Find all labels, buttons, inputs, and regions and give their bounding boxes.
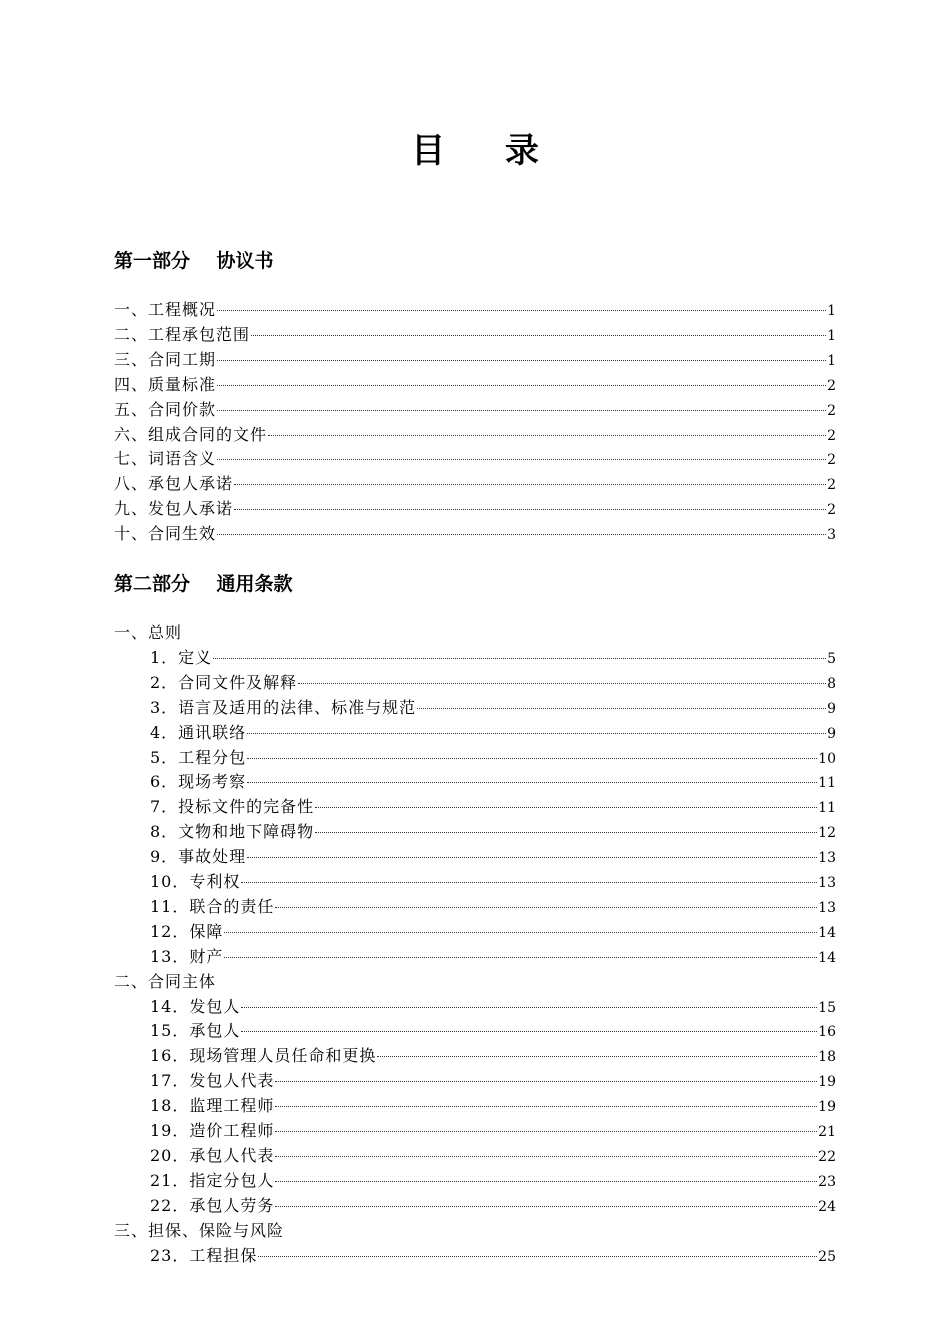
toc-entry[interactable] [150,795,836,819]
toc-page-number: 11 [818,775,836,792]
toc-entry[interactable] [150,945,836,969]
toc-entry[interactable] [150,1044,836,1068]
toc-entry-label: 七、词语含义 [114,449,217,469]
toc-entry-label: 19．造价工程师 [150,1121,275,1140]
page-title: 目 录 [411,131,563,171]
toc-entry[interactable] [114,472,836,496]
toc-entry[interactable] [114,373,836,397]
dot-leader [258,1256,817,1257]
toc-entry-label: 一、工程概况 [114,300,217,319]
dot-leader [217,385,826,386]
toc-entry[interactable] [150,1144,836,1168]
section-heading: 第二部分 通用条款 [114,573,293,595]
toc-page-number: 19 [818,1074,836,1091]
toc-group-heading: 一、总则 [114,623,183,642]
toc-page-number: 2 [827,502,836,519]
toc-entry[interactable] [114,447,836,471]
toc-page-number: 13 [818,875,836,891]
toc-page-number: 14 [818,949,836,966]
toc-page-number: 1 [827,303,836,319]
toc-page-number: 25 [818,1248,836,1265]
toc-entry[interactable] [150,646,836,670]
toc-entry[interactable] [114,522,836,546]
toc-entry[interactable] [150,1019,836,1043]
toc-entry-label: 九、发包人承诺 [114,499,234,519]
dot-leader [217,310,826,311]
dot-leader [217,360,826,361]
dot-leader [275,1181,817,1182]
toc-entry[interactable] [150,1194,836,1218]
toc-entry[interactable] [150,1069,836,1093]
toc-entry[interactable] [150,1119,836,1143]
toc-entry[interactable] [150,895,836,919]
toc-page-number: 23 [818,1173,836,1190]
toc-entry[interactable] [150,870,836,894]
toc-entry[interactable] [150,721,836,745]
toc-page-number: 13 [818,899,836,916]
dot-leader [268,435,826,436]
toc-group-heading: 二、合同主体 [114,971,217,991]
toc-page-number: 10 [818,750,836,767]
dot-leader [234,484,826,485]
toc-entry[interactable] [114,298,836,322]
dot-leader [217,410,826,411]
toc-entry[interactable] [150,671,836,695]
toc-entry-label: 14．发包人 [150,996,241,1016]
toc-page-number: 14 [818,924,836,941]
dot-leader [275,1156,817,1157]
toc-page-number: 18 [818,1049,836,1066]
toc-entry-label: 6．现场考察 [150,772,247,792]
toc-page-number: 16 [818,1024,836,1041]
toc-page-number: 2 [827,452,836,469]
dot-leader [247,733,826,734]
dot-leader [247,857,817,858]
dot-leader [275,907,817,908]
toc-page-number: 1 [827,352,836,369]
toc-entry-label: 11．联合的责任 [150,896,275,916]
dot-leader [247,782,817,783]
toc-page-number: 15 [818,999,836,1016]
toc-entry-label: 2．合同文件及解释 [150,672,298,692]
dot-leader [275,1131,817,1132]
toc-group-heading: 三、担保、保险与风险 [114,1220,285,1240]
dot-leader [241,1031,817,1032]
toc-page-number: 3 [827,527,836,544]
toc-page-number: 21 [818,1124,836,1140]
toc-page-number: 8 [827,675,836,692]
dot-leader [315,832,817,833]
toc-entry[interactable] [114,398,836,422]
toc-page-number: 2 [827,402,836,419]
dot-leader [377,1056,817,1057]
dot-leader [275,1106,817,1107]
toc-entry-label: 8．文物和地下障碍物 [150,822,315,842]
toc-entry-label: 13．财产 [150,946,224,966]
dot-leader [275,1081,817,1082]
toc-page-number: 9 [827,700,836,717]
toc-entry[interactable] [150,1169,836,1193]
toc-entry[interactable] [150,746,836,770]
toc-entry[interactable] [150,696,836,720]
dot-leader [213,658,826,659]
toc-entry[interactable] [150,770,836,794]
toc-entry-label: 4．通讯联络 [150,722,247,742]
dot-leader [224,932,817,933]
toc-entry-label: 十、合同生效 [114,524,217,544]
toc-entry[interactable] [114,323,836,347]
toc-page-number: 1 [827,327,836,344]
toc-page-number: 2 [827,377,836,394]
dot-leader [417,708,826,709]
toc-entry-label: 16．现场管理人员任命和更换 [150,1046,377,1066]
toc-entry-label: 六、组成合同的文件 [114,424,268,444]
dot-leader [217,459,826,460]
toc-page-number: 9 [827,725,836,742]
toc-entry-label: 12．保障 [150,921,224,941]
toc-entry-label: 1．定义 [150,647,213,667]
toc-entry-label: 五、合同价款 [114,399,217,419]
toc-entry-label: 八、承包人承诺 [114,474,234,494]
toc-entry-label: 5．工程分包 [150,747,247,767]
toc-entry-label: 9．事故处理 [150,847,247,867]
toc-entry-label: 10．专利权 [150,872,241,891]
toc-entry-label: 二、工程承包范围 [114,324,251,344]
toc-entry-label: 3．语言及适用的法律、标准与规范 [150,697,417,717]
toc-entry[interactable] [150,995,836,1019]
toc-entry-label: 21．指定分包人 [150,1170,275,1190]
dot-leader [298,683,826,684]
toc-page-number: 2 [827,427,836,444]
toc-page-number: 2 [827,477,836,494]
toc-page-number: 12 [818,825,836,842]
toc-entry[interactable] [150,1244,836,1268]
toc-entry-label: 17．发包人代表 [150,1071,275,1091]
toc-entry[interactable] [150,1094,836,1118]
toc-page-number: 24 [818,1198,836,1215]
toc-page-number: 19 [818,1099,836,1116]
toc-entry-label: 20．承包人代表 [150,1145,275,1165]
dot-leader [217,534,826,535]
dot-leader [241,882,817,883]
toc-entry[interactable] [150,920,836,944]
toc-entry[interactable] [114,497,836,521]
toc-entry-label: 7．投标文件的完备性 [150,797,315,817]
toc-entry-label: 四、质量标准 [114,374,217,394]
dot-leader [234,509,826,510]
dot-leader [275,1206,817,1207]
dot-leader [251,335,826,336]
section-heading: 第一部分 协议书 [114,250,274,272]
toc-page-number: 11 [818,800,836,817]
toc-page-number: 13 [818,850,836,867]
toc-entry[interactable] [150,845,836,869]
dot-leader [241,1007,817,1008]
toc-page-number: 22 [818,1148,836,1165]
toc-entry[interactable] [114,348,836,372]
toc-entry[interactable] [150,820,836,844]
dot-leader [247,758,817,759]
toc-entry[interactable] [114,423,836,447]
dot-leader [224,957,817,958]
toc-page-number: 5 [827,650,836,667]
toc-entry-label: 22．承包人劳务 [150,1195,275,1215]
dot-leader [315,807,817,808]
toc-entry-label: 15．承包人 [150,1021,241,1041]
toc-entry-label: 18．监理工程师 [150,1096,275,1116]
toc-entry-label: 23．工程担保 [150,1245,258,1265]
toc-entry-label: 三、合同工期 [114,349,217,369]
